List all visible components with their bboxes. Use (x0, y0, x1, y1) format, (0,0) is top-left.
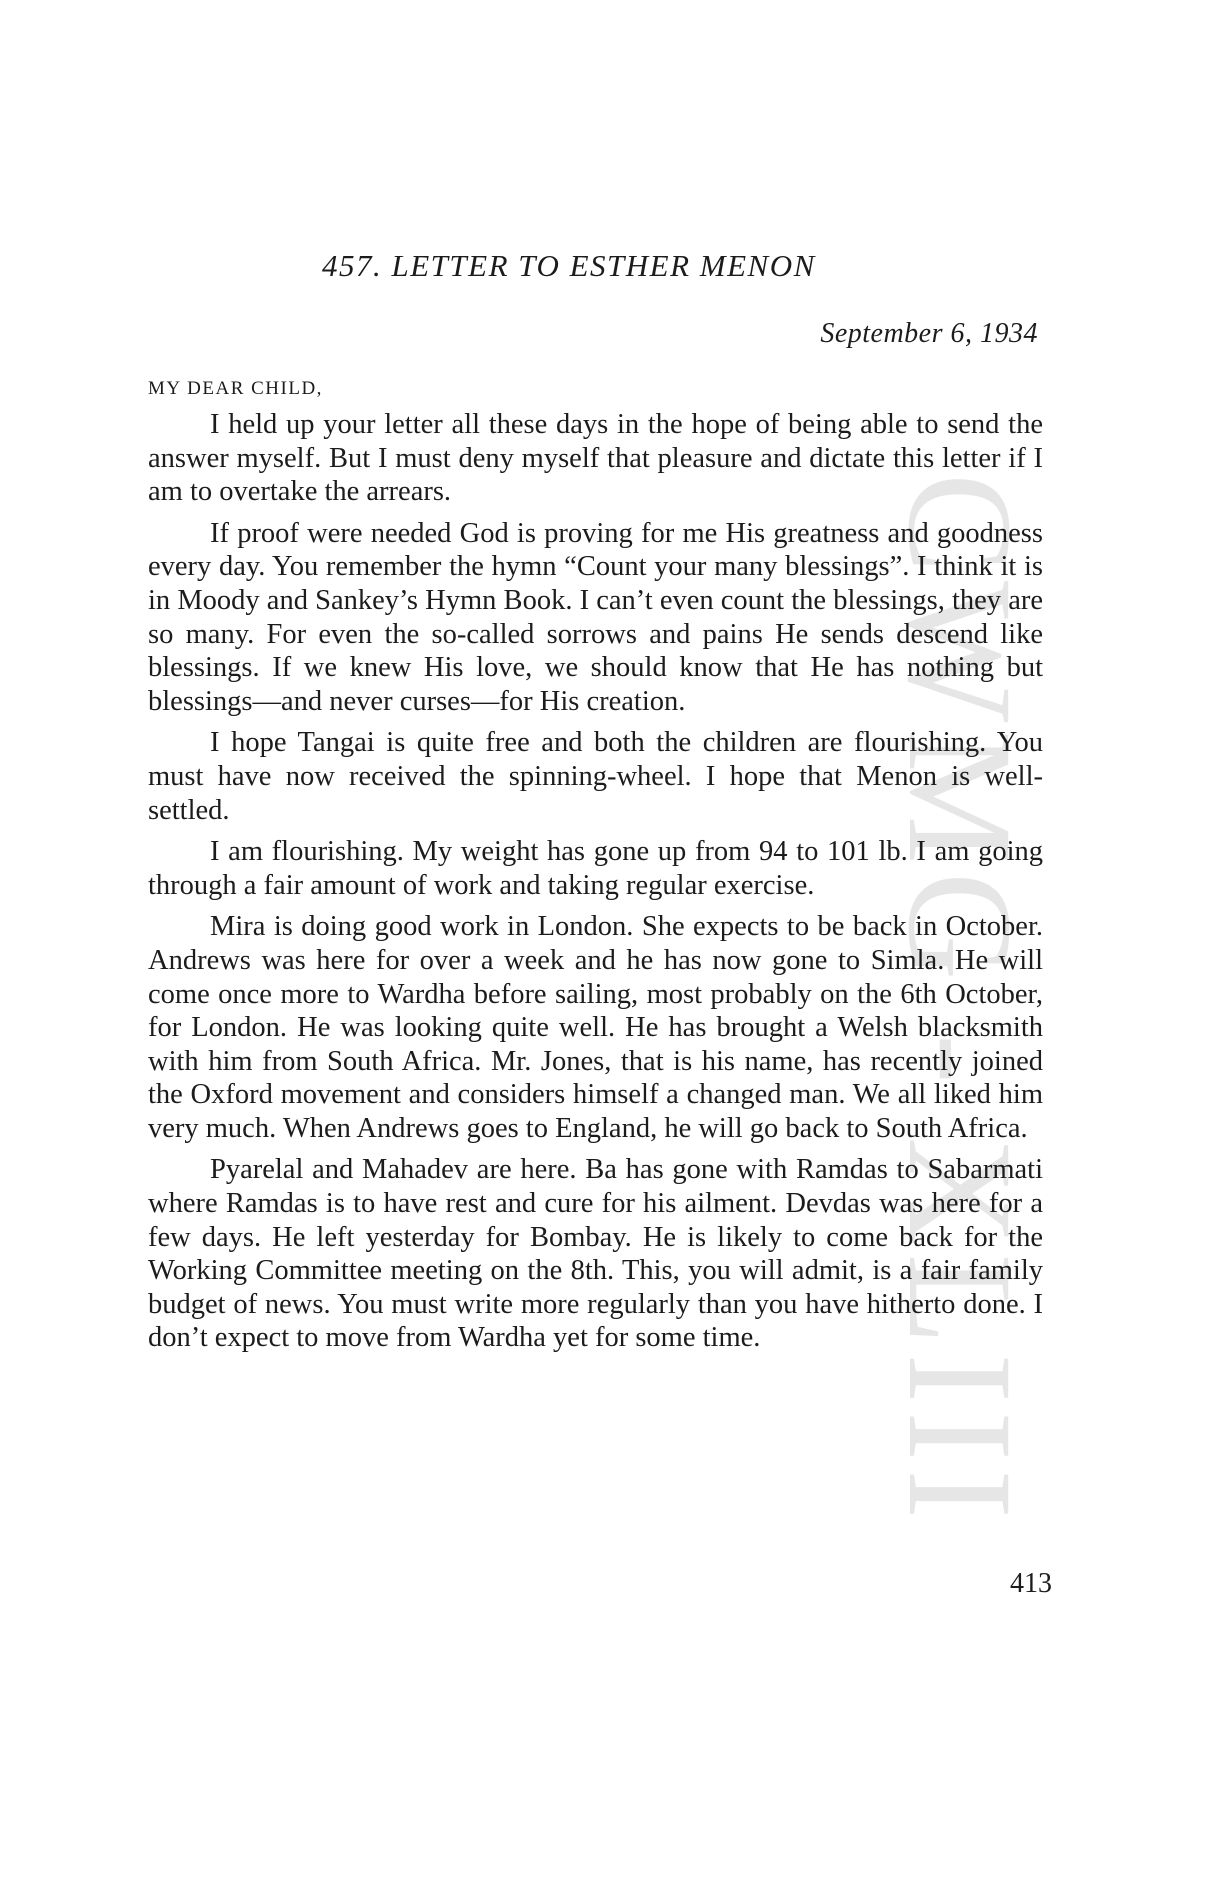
paragraph: Mira is doing good work in London. She expects to be back in October. Andrews was here for over a week and he has now gone to Simla. He will come once more to Wardha before sailing, most probably on the 6th October, for London. He was looking quite well. He has brought a Welsh blacksmith with him from South Africa. Mr. Jones, that is his name, has recently joined the Oxford movement and considers himself a changed man. We all liked him very much. When Andrews goes to England, he will go back to South Africa. (148, 911, 1043, 1144)
paragraph: I held up your letter all these days in the hope of being able to send the answer myself. But I must deny myself that pleasure and dictate this letter if I am to overtake the arrears. (148, 409, 1043, 508)
letter-title: 457. LETTER TO ESTHER MENON (322, 248, 816, 283)
paragraph: Pyarelal and Mahadev are here. Ba has gone with Ramdas to Sabarmati where Ramdas is to have rest and cure for his ailment. Devdas was here for a few days. He left yesterday for Bombay. He is likely to come back for the Working Committee meeting on the 8th. This, you will admit, is a fair family budget of news. You must write more regularly than you have hitherto done. I don’t expect to move from Wardha yet for some time. (148, 1154, 1043, 1354)
page-number: 413 (1010, 1568, 1052, 1599)
salutation: MY DEAR CHILD, (148, 378, 323, 399)
paragraph: I hope Tangai is quite free and both the children are flourishing. You must have now received the spinning-wheel. I hope that Menon is well-settled. (148, 727, 1043, 826)
watermark: CWMG - XLIII (877, 472, 1043, 1528)
paragraph: I am flourishing. My weight has gone up from 94 to 101 lb. I am going through a fair amount of work and taking regular exercise. (148, 836, 1043, 901)
paragraph: If proof were needed God is proving for me His greatness and goodness every day. You remember the hymn “Count your many blessings”. I think it is in Moody and Sankey’s Hymn Book. I can’t even count the blessings, they are so many. For even the so-called sorrows and pains He sends descend like blessings. If we knew His love, we should know that He has nothing but blessings—and never curses—for His creation. (148, 517, 1043, 717)
letter-body (148, 408, 1043, 1363)
letter-date: September 6, 1934 (820, 318, 1038, 349)
